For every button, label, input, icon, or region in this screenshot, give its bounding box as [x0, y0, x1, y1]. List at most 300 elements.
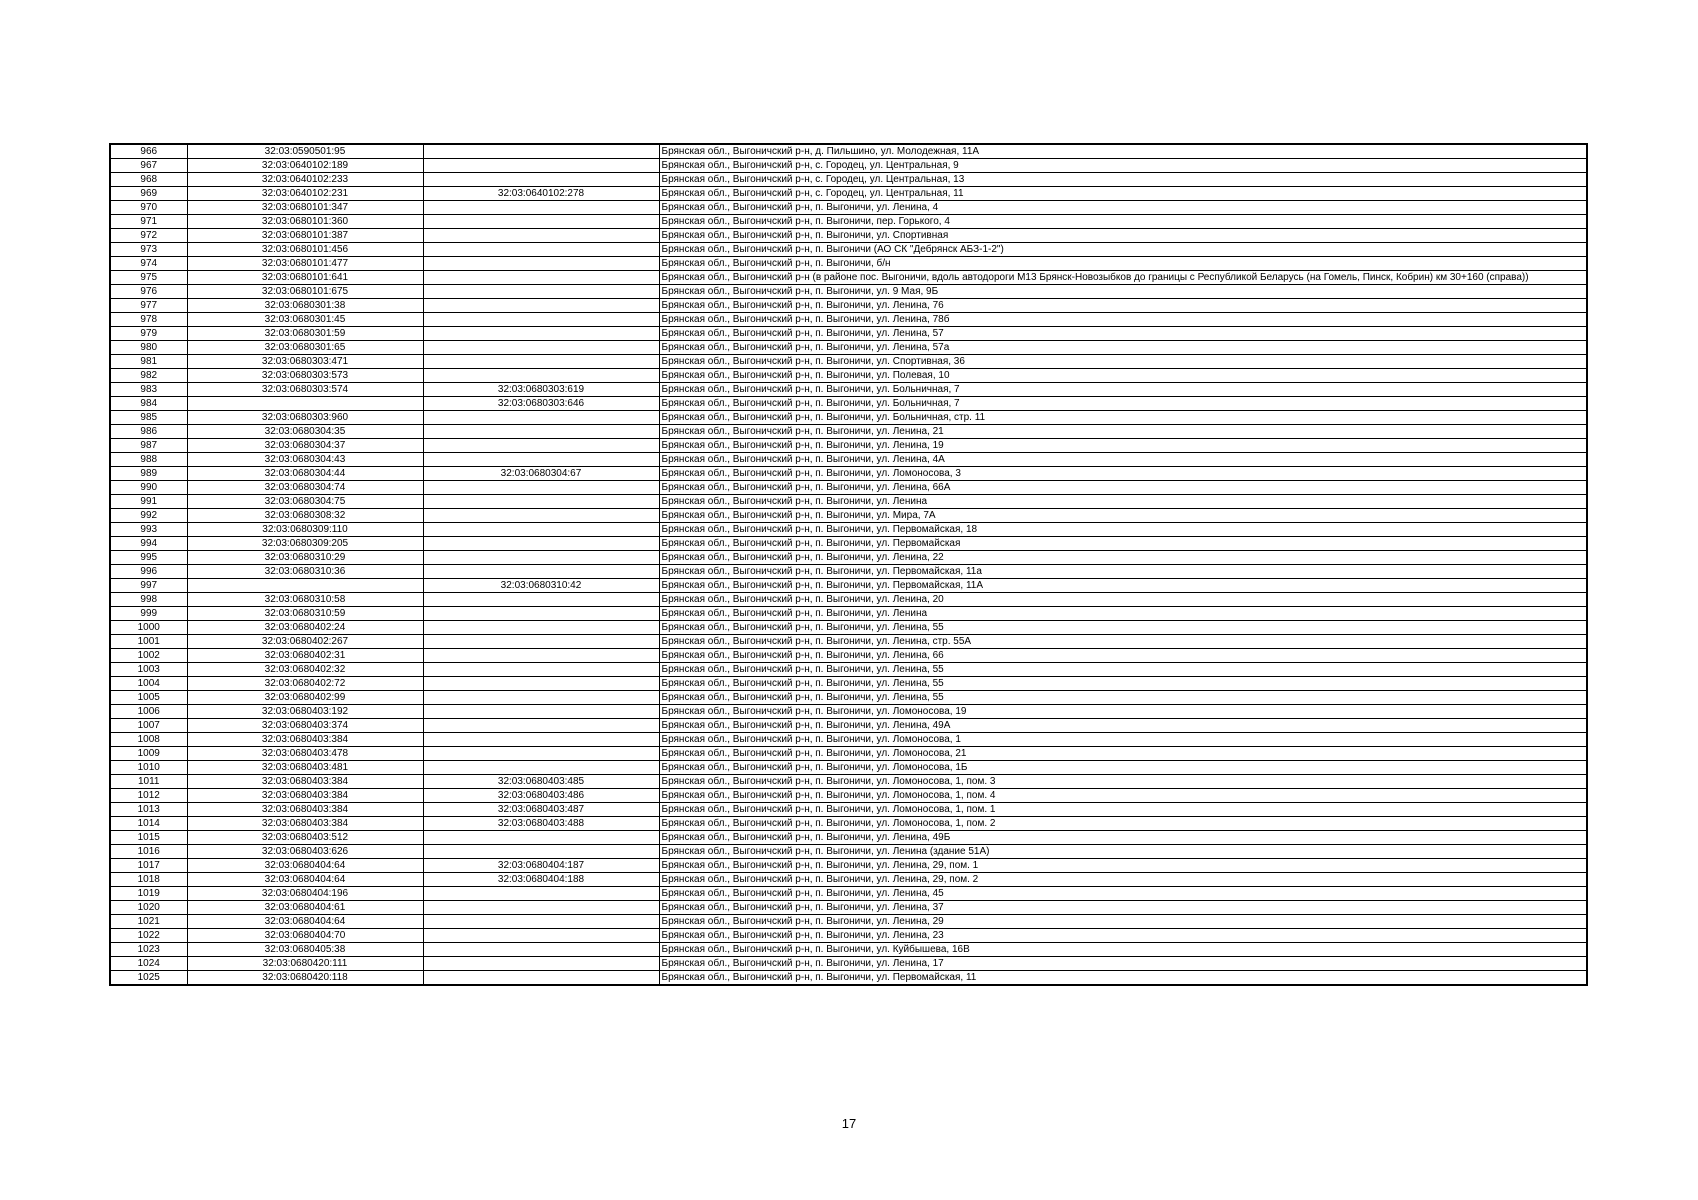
- cadastral-number-cell: 32:03:0680420:118: [187, 971, 423, 986]
- address-cell: Брянская обл., Выгоничский р-н, п. Выгоничи, ул. Ленина, 20: [659, 593, 1587, 607]
- table-row: [110, 859, 1587, 873]
- address-cell: Брянская обл., Выгоничский р-н, п. Выгоничи, ул. Первомайская, 11а: [659, 565, 1587, 579]
- row-number-cell: 979: [110, 327, 187, 341]
- address-cell: Брянская обл., Выгоничский р-н, п. Выгоничи, ул. Больничная, стр. 11: [659, 411, 1587, 425]
- table-row: [110, 187, 1587, 201]
- address-cell: Брянская обл., Выгоничский р-н, п. Выгоничи, ул. Ломоносова, 3: [659, 467, 1587, 481]
- address-cell: Брянская обл., Выгоничский р-н, п. Выгоничи, ул. Ленина, 55: [659, 621, 1587, 635]
- linked-cadastral-number-cell: [423, 957, 659, 971]
- table-row: [110, 411, 1587, 425]
- table-row: [110, 663, 1587, 677]
- address-cell: Брянская обл., Выгоничский р-н, п. Выгоничи, ул. Спортивная, 36: [659, 355, 1587, 369]
- table-row: [110, 341, 1587, 355]
- linked-cadastral-number-cell: 32:03:0680403:487: [423, 803, 659, 817]
- linked-cadastral-number-cell: 32:03:0680404:187: [423, 859, 659, 873]
- address-cell: Брянская обл., Выгоничский р-н, п. Выгоничи, ул. Первомайская, 11А: [659, 579, 1587, 593]
- cadastral-number-cell: 32:03:0680404:64: [187, 859, 423, 873]
- cadastral-number-cell: 32:03:0680303:471: [187, 355, 423, 369]
- cadastral-number-cell: 32:03:0680304:35: [187, 425, 423, 439]
- cadastral-number-cell: 32:03:0680402:31: [187, 649, 423, 663]
- linked-cadastral-number-cell: [423, 719, 659, 733]
- row-number-cell: 1014: [110, 817, 187, 831]
- address-cell: Брянская обл., Выгоничский р-н, п. Выгоничи, ул. Спортивная: [659, 229, 1587, 243]
- table-row: [110, 229, 1587, 243]
- linked-cadastral-number-cell: [423, 215, 659, 229]
- linked-cadastral-number-cell: [423, 285, 659, 299]
- cadastral-number-cell: 32:03:0680303:573: [187, 369, 423, 383]
- linked-cadastral-number-cell: [423, 733, 659, 747]
- address-cell: Брянская обл., Выгоничский р-н, п. Выгоничи, ул. Ленина, 57: [659, 327, 1587, 341]
- linked-cadastral-number-cell: [423, 607, 659, 621]
- row-number-cell: 977: [110, 299, 187, 313]
- cadastral-number-cell: 32:03:0680403:384: [187, 803, 423, 817]
- table-row: [110, 425, 1587, 439]
- linked-cadastral-number-cell: [423, 453, 659, 467]
- linked-cadastral-number-cell: [423, 663, 659, 677]
- table-row: [110, 957, 1587, 971]
- row-number-cell: 998: [110, 593, 187, 607]
- table-row: [110, 243, 1587, 257]
- address-cell: Брянская обл., Выгоничский р-н, п. Выгоничи, ул. Ленина, 78б: [659, 313, 1587, 327]
- table-row: [110, 201, 1587, 215]
- row-number-cell: 970: [110, 201, 187, 215]
- table-row: [110, 383, 1587, 397]
- row-number-cell: 1006: [110, 705, 187, 719]
- cadastral-number-cell: 32:03:0680404:196: [187, 887, 423, 901]
- address-cell: Брянская обл., Выгоничский р-н, п. Выгоничи, ул. Ленина, 55: [659, 677, 1587, 691]
- address-cell: Брянская обл., Выгоничский р-н, п. Выгоничи, ул. Ленина, 57а: [659, 341, 1587, 355]
- table-row: [110, 929, 1587, 943]
- address-cell: Брянская обл., Выгоничский р-н, п. Выгоничи, ул. Ленина, 66: [659, 649, 1587, 663]
- cadastral-number-cell: 32:03:0680304:75: [187, 495, 423, 509]
- cadastral-number-cell: 32:03:0680101:360: [187, 215, 423, 229]
- address-cell: Брянская обл., Выгоничский р-н, п. Выгоничи, ул. Ломоносова, 19: [659, 705, 1587, 719]
- linked-cadastral-number-cell: 32:03:0680304:67: [423, 467, 659, 481]
- row-number-cell: 978: [110, 313, 187, 327]
- linked-cadastral-number-cell: [423, 537, 659, 551]
- row-number-cell: 976: [110, 285, 187, 299]
- linked-cadastral-number-cell: [423, 943, 659, 957]
- address-cell: Брянская обл., Выгоничский р-н, п. Выгоничи, ул. Ленина, 29: [659, 915, 1587, 929]
- cadastral-number-cell: 32:03:0680304:44: [187, 467, 423, 481]
- row-number-cell: 1020: [110, 901, 187, 915]
- table-row: [110, 453, 1587, 467]
- row-number-cell: 1024: [110, 957, 187, 971]
- page-number: 17: [841, 1116, 857, 1131]
- address-cell: Брянская обл., Выгоничский р-н, п. Выгоничи, ул. Ломоносова, 1, пом. 1: [659, 803, 1587, 817]
- row-number-cell: 1010: [110, 761, 187, 775]
- address-cell: Брянская обл., Выгоничский р-н, п. Выгоничи, ул. Ленина, 49А: [659, 719, 1587, 733]
- linked-cadastral-number-cell: [423, 971, 659, 986]
- address-cell: Брянская обл., Выгоничский р-н, п. Выгоничи, ул. Ленина, 4: [659, 201, 1587, 215]
- row-number-cell: 1002: [110, 649, 187, 663]
- linked-cadastral-number-cell: [423, 705, 659, 719]
- table-row: [110, 495, 1587, 509]
- linked-cadastral-number-cell: [423, 341, 659, 355]
- cadastral-number-cell: 32:03:0680304:74: [187, 481, 423, 495]
- table-row: [110, 593, 1587, 607]
- address-cell: Брянская обл., Выгоничский р-н, п. Выгоничи, ул. Куйбышева, 16В: [659, 943, 1587, 957]
- linked-cadastral-number-cell: [423, 887, 659, 901]
- address-cell: Брянская обл., Выгоничский р-н, п. Выгоничи, ул. Ломоносова, 1: [659, 733, 1587, 747]
- row-number-cell: 1022: [110, 929, 187, 943]
- row-number-cell: 1013: [110, 803, 187, 817]
- linked-cadastral-number-cell: [423, 243, 659, 257]
- table-row: [110, 173, 1587, 187]
- cadastral-number-cell: 32:03:0680402:24: [187, 621, 423, 635]
- table-row: [110, 369, 1587, 383]
- table-row: [110, 565, 1587, 579]
- table-row: [110, 523, 1587, 537]
- linked-cadastral-number-cell: [423, 355, 659, 369]
- address-cell: Брянская обл., Выгоничский р-н, п. Выгоничи, ул. Ломоносова, 1, пом. 2: [659, 817, 1587, 831]
- table-row: [110, 747, 1587, 761]
- linked-cadastral-number-cell: [423, 425, 659, 439]
- address-cell: Брянская обл., Выгоничский р-н, п. Выгоничи, б/н: [659, 257, 1587, 271]
- address-cell: Брянская обл., Выгоничский р-н, п. Выгоничи, ул. Первомайская: [659, 537, 1587, 551]
- cadastral-number-cell: 32:03:0680101:347: [187, 201, 423, 215]
- table-row: [110, 733, 1587, 747]
- cadastral-number-cell: 32:03:0680403:384: [187, 775, 423, 789]
- row-number-cell: 975: [110, 271, 187, 285]
- table-row: [110, 649, 1587, 663]
- linked-cadastral-number-cell: [423, 621, 659, 635]
- table-row: [110, 803, 1587, 817]
- table-row: [110, 691, 1587, 705]
- row-number-cell: 981: [110, 355, 187, 369]
- cadastral-number-cell: 32:03:0680402:99: [187, 691, 423, 705]
- linked-cadastral-number-cell: 32:03:0680303:646: [423, 397, 659, 411]
- cadastral-number-cell: 32:03:0680404:61: [187, 901, 423, 915]
- row-number-cell: 966: [110, 144, 187, 159]
- table-row: [110, 943, 1587, 957]
- cadastral-number-cell: 32:03:0680405:38: [187, 943, 423, 957]
- table-row: [110, 509, 1587, 523]
- row-number-cell: 1016: [110, 845, 187, 859]
- cadastral-number-cell: 32:03:0680301:59: [187, 327, 423, 341]
- cadastral-number-cell: 32:03:0590501:95: [187, 144, 423, 159]
- row-number-cell: 993: [110, 523, 187, 537]
- address-cell: Брянская обл., Выгоничский р-н, п. Выгоничи, ул. Ленина, 4А: [659, 453, 1587, 467]
- table-row: [110, 677, 1587, 691]
- row-number-cell: 967: [110, 159, 187, 173]
- row-number-cell: 990: [110, 481, 187, 495]
- address-cell: Брянская обл., Выгоничский р-н, п. Выгоничи, ул. Мира, 7А: [659, 509, 1587, 523]
- linked-cadastral-number-cell: [423, 257, 659, 271]
- table-row: [110, 299, 1587, 313]
- row-number-cell: 983: [110, 383, 187, 397]
- row-number-cell: 984: [110, 397, 187, 411]
- address-cell: Брянская обл., Выгоничский р-н, п. Выгоничи, ул. Ломоносова, 1Б: [659, 761, 1587, 775]
- address-cell: Брянская обл., Выгоничский р-н, п. Выгоничи, ул. Ленина: [659, 607, 1587, 621]
- table-row: [110, 579, 1587, 593]
- cadastral-number-cell: 32:03:0680403:374: [187, 719, 423, 733]
- table-row: [110, 887, 1587, 901]
- linked-cadastral-number-cell: [423, 565, 659, 579]
- linked-cadastral-number-cell: [423, 761, 659, 775]
- table-row: [110, 719, 1587, 733]
- address-cell: Брянская обл., Выгоничский р-н, п. Выгоничи, ул. Ленина, 45: [659, 887, 1587, 901]
- address-cell: Брянская обл., Выгоничский р-н, п. Выгоничи, ул. Ленина, 66А: [659, 481, 1587, 495]
- row-number-cell: 974: [110, 257, 187, 271]
- address-cell: Брянская обл., Выгоничский р-н, п. Выгоничи, ул. Ленина, 37: [659, 901, 1587, 915]
- address-cell: Брянская обл., Выгоничский р-н, п. Выгоничи, ул. Больничная, 7: [659, 383, 1587, 397]
- cadastral-number-cell: 32:03:0680403:512: [187, 831, 423, 845]
- cadastral-number-cell: 32:03:0680403:478: [187, 747, 423, 761]
- linked-cadastral-number-cell: 32:03:0680403:485: [423, 775, 659, 789]
- table-row: [110, 355, 1587, 369]
- row-number-cell: 1004: [110, 677, 187, 691]
- cadastral-number-cell: 32:03:0680403:384: [187, 817, 423, 831]
- linked-cadastral-number-cell: [423, 201, 659, 215]
- cadastral-number-cell: 32:03:0680404:64: [187, 915, 423, 929]
- table-row: [110, 845, 1587, 859]
- row-number-cell: 1005: [110, 691, 187, 705]
- table-row: [110, 915, 1587, 929]
- linked-cadastral-number-cell: [423, 509, 659, 523]
- row-number-cell: 996: [110, 565, 187, 579]
- row-number-cell: 980: [110, 341, 187, 355]
- linked-cadastral-number-cell: [423, 691, 659, 705]
- row-number-cell: 1019: [110, 887, 187, 901]
- table-row: [110, 775, 1587, 789]
- table-row: [110, 901, 1587, 915]
- cadastral-number-cell: 32:03:0680303:574: [187, 383, 423, 397]
- row-number-cell: 1008: [110, 733, 187, 747]
- cadastral-number-cell: 32:03:0680403:384: [187, 789, 423, 803]
- linked-cadastral-number-cell: [423, 593, 659, 607]
- row-number-cell: 1009: [110, 747, 187, 761]
- cadastral-number-cell: 32:03:0680303:960: [187, 411, 423, 425]
- address-cell: Брянская обл., Выгоничский р-н, п. Выгоничи, ул. Ломоносова, 1, пом. 4: [659, 789, 1587, 803]
- row-number-cell: 997: [110, 579, 187, 593]
- linked-cadastral-number-cell: [423, 271, 659, 285]
- address-cell: Брянская обл., Выгоничский р-н, п. Выгоничи, ул. Ленина, 29, пом. 1: [659, 859, 1587, 873]
- linked-cadastral-number-cell: 32:03:0680403:488: [423, 817, 659, 831]
- cadastral-number-cell: 32:03:0680402:32: [187, 663, 423, 677]
- cadastral-number-cell: 32:03:0680420:111: [187, 957, 423, 971]
- row-number-cell: 1001: [110, 635, 187, 649]
- row-number-cell: 988: [110, 453, 187, 467]
- table-row: [110, 313, 1587, 327]
- table-row: [110, 144, 1587, 159]
- cadastral-number-cell: 32:03:0680310:36: [187, 565, 423, 579]
- linked-cadastral-number-cell: [423, 369, 659, 383]
- cadastral-number-cell: 32:03:0680310:58: [187, 593, 423, 607]
- cadastral-number-cell: 32:03:0680304:37: [187, 439, 423, 453]
- row-number-cell: 1021: [110, 915, 187, 929]
- table-row: [110, 481, 1587, 495]
- cadastral-number-cell: 32:03:0640102:233: [187, 173, 423, 187]
- address-cell: Брянская обл., Выгоничский р-н, п. Выгоничи, ул. Ленина, 21: [659, 425, 1587, 439]
- cadastral-number-cell: 32:03:0680101:387: [187, 229, 423, 243]
- row-number-cell: 1017: [110, 859, 187, 873]
- table-row: [110, 761, 1587, 775]
- cadastral-number-cell: 32:03:0640102:189: [187, 159, 423, 173]
- address-cell: Брянская обл., Выгоничский р-н, п. Выгоничи, ул. Ленина, 49Б: [659, 831, 1587, 845]
- table-row: [110, 271, 1587, 285]
- row-number-cell: 1025: [110, 971, 187, 986]
- cadastral-number-cell: 32:03:0680304:43: [187, 453, 423, 467]
- table-row: [110, 397, 1587, 411]
- address-cell: Брянская обл., Выгоничский р-н, п. Выгоничи, ул. Полевая, 10: [659, 369, 1587, 383]
- table-row: [110, 439, 1587, 453]
- table-row: [110, 257, 1587, 271]
- cadastral-number-cell: 32:03:0680403:481: [187, 761, 423, 775]
- row-number-cell: 982: [110, 369, 187, 383]
- linked-cadastral-number-cell: [423, 299, 659, 313]
- linked-cadastral-number-cell: [423, 635, 659, 649]
- table-row: [110, 467, 1587, 481]
- address-cell: Брянская обл., Выгоничский р-н, п. Выгоничи, ул. Ленина, 55: [659, 663, 1587, 677]
- linked-cadastral-number-cell: [423, 159, 659, 173]
- cadastral-number-cell: 32:03:0680404:64: [187, 873, 423, 887]
- registry-table: [109, 143, 1588, 986]
- cadastral-number-cell: 32:03:0680402:72: [187, 677, 423, 691]
- cadastral-number-cell: 32:03:0680101:675: [187, 285, 423, 299]
- row-number-cell: 969: [110, 187, 187, 201]
- address-cell: Брянская обл., Выгоничский р-н, п. Выгоничи, ул. Ленина (здание 51А): [659, 845, 1587, 859]
- row-number-cell: 968: [110, 173, 187, 187]
- row-number-cell: 1023: [110, 943, 187, 957]
- cadastral-number-cell: 32:03:0680402:267: [187, 635, 423, 649]
- linked-cadastral-number-cell: [423, 495, 659, 509]
- address-cell: Брянская обл., Выгоничский р-н, с. Городец, ул. Центральная, 13: [659, 173, 1587, 187]
- address-cell: Брянская обл., Выгоничский р-н, п. Выгоничи, ул. Ломоносова, 1, пом. 3: [659, 775, 1587, 789]
- row-number-cell: 1011: [110, 775, 187, 789]
- table-row: [110, 971, 1587, 986]
- linked-cadastral-number-cell: 32:03:0640102:278: [423, 187, 659, 201]
- address-cell: Брянская обл., Выгоничский р-н, д. Пильшино, ул. Молодежная, 11А: [659, 144, 1587, 159]
- table-row: [110, 285, 1587, 299]
- table-row: [110, 621, 1587, 635]
- linked-cadastral-number-cell: [423, 677, 659, 691]
- address-cell: Брянская обл., Выгоничский р-н, п. Выгоничи, ул. Ленина, 19: [659, 439, 1587, 453]
- address-cell: Брянская обл., Выгоничский р-н, п. Выгоничи, ул. Ленина, 23: [659, 929, 1587, 943]
- cadastral-number-cell: 32:03:0680301:38: [187, 299, 423, 313]
- cadastral-number-cell: 32:03:0680309:205: [187, 537, 423, 551]
- row-number-cell: 1012: [110, 789, 187, 803]
- linked-cadastral-number-cell: 32:03:0680404:188: [423, 873, 659, 887]
- address-cell: Брянская обл., Выгоничский р-н (в районе пос. Выгоничи, вдоль автодороги М13 Брянск-Новозыбков до границы с Республикой Беларусь (на Гомель, Пинск, Кобрин) км 30+160 (справа)): [659, 271, 1587, 285]
- table-row: [110, 607, 1587, 621]
- linked-cadastral-number-cell: 32:03:0680403:486: [423, 789, 659, 803]
- linked-cadastral-number-cell: [423, 649, 659, 663]
- table-row: [110, 831, 1587, 845]
- address-cell: Брянская обл., Выгоничский р-н, п. Выгоничи, ул. 9 Мая, 9Б: [659, 285, 1587, 299]
- cadastral-number-cell: [187, 579, 423, 593]
- address-cell: Брянская обл., Выгоничский р-н, п. Выгоничи, ул. Первомайская, 18: [659, 523, 1587, 537]
- cadastral-number-cell: 32:03:0680101:477: [187, 257, 423, 271]
- address-cell: Брянская обл., Выгоничский р-н, п. Выгоничи, ул. Первомайская, 11: [659, 971, 1587, 986]
- table-row: [110, 705, 1587, 719]
- row-number-cell: 994: [110, 537, 187, 551]
- cadastral-number-cell: 32:03:0680101:641: [187, 271, 423, 285]
- row-number-cell: 1018: [110, 873, 187, 887]
- address-cell: Брянская обл., Выгоничский р-н, п. Выгоничи, пер. Горького, 4: [659, 215, 1587, 229]
- cadastral-number-cell: [187, 397, 423, 411]
- address-cell: Брянская обл., Выгоничский р-н, п. Выгоничи, ул. Ленина, 22: [659, 551, 1587, 565]
- table-row: [110, 789, 1587, 803]
- cadastral-number-cell: 32:03:0680404:70: [187, 929, 423, 943]
- row-number-cell: 986: [110, 425, 187, 439]
- address-cell: Брянская обл., Выгоничский р-н, с. Городец, ул. Центральная, 11: [659, 187, 1587, 201]
- address-cell: Брянская обл., Выгоничский р-н, п. Выгоничи, ул. Ленина, 17: [659, 957, 1587, 971]
- address-cell: Брянская обл., Выгоничский р-н, п. Выгоничи, ул. Больничная, 7: [659, 397, 1587, 411]
- row-number-cell: 999: [110, 607, 187, 621]
- row-number-cell: 1000: [110, 621, 187, 635]
- cadastral-number-cell: 32:03:0680301:45: [187, 313, 423, 327]
- cadastral-number-cell: 32:03:0680403:384: [187, 733, 423, 747]
- linked-cadastral-number-cell: [423, 523, 659, 537]
- linked-cadastral-number-cell: [423, 144, 659, 159]
- address-cell: Брянская обл., Выгоничский р-н, п. Выгоничи, ул. Ломоносова, 21: [659, 747, 1587, 761]
- row-number-cell: 995: [110, 551, 187, 565]
- linked-cadastral-number-cell: 32:03:0680303:619: [423, 383, 659, 397]
- linked-cadastral-number-cell: [423, 929, 659, 943]
- address-cell: Брянская обл., Выгоничский р-н, п. Выгоничи, ул. Ленина, 76: [659, 299, 1587, 313]
- table-row: [110, 215, 1587, 229]
- address-cell: Брянская обл., Выгоничский р-н, п. Выгоничи (АО СК "Дебрянск АБЗ-1-2"): [659, 243, 1587, 257]
- linked-cadastral-number-cell: [423, 439, 659, 453]
- row-number-cell: 1003: [110, 663, 187, 677]
- table-row: [110, 635, 1587, 649]
- row-number-cell: 991: [110, 495, 187, 509]
- linked-cadastral-number-cell: [423, 831, 659, 845]
- row-number-cell: 1007: [110, 719, 187, 733]
- row-number-cell: 989: [110, 467, 187, 481]
- row-number-cell: 971: [110, 215, 187, 229]
- linked-cadastral-number-cell: [423, 915, 659, 929]
- cadastral-number-cell: 32:03:0680101:456: [187, 243, 423, 257]
- row-number-cell: 973: [110, 243, 187, 257]
- table-row: [110, 327, 1587, 341]
- linked-cadastral-number-cell: [423, 229, 659, 243]
- registry-table-body: [110, 144, 1587, 985]
- table-row: [110, 159, 1587, 173]
- linked-cadastral-number-cell: [423, 481, 659, 495]
- cadastral-number-cell: 32:03:0680403:626: [187, 845, 423, 859]
- linked-cadastral-number-cell: [423, 411, 659, 425]
- address-cell: Брянская обл., Выгоничский р-н, п. Выгоничи, ул. Ленина, стр. 55А: [659, 635, 1587, 649]
- cadastral-number-cell: 32:03:0680301:65: [187, 341, 423, 355]
- row-number-cell: 992: [110, 509, 187, 523]
- row-number-cell: 987: [110, 439, 187, 453]
- row-number-cell: 985: [110, 411, 187, 425]
- table-row: [110, 537, 1587, 551]
- linked-cadastral-number-cell: [423, 901, 659, 915]
- address-cell: Брянская обл., Выгоничский р-н, п. Выгоничи, ул. Ленина, 55: [659, 691, 1587, 705]
- row-number-cell: 1015: [110, 831, 187, 845]
- cadastral-number-cell: 32:03:0680310:59: [187, 607, 423, 621]
- row-number-cell: 972: [110, 229, 187, 243]
- cadastral-number-cell: 32:03:0640102:231: [187, 187, 423, 201]
- linked-cadastral-number-cell: [423, 313, 659, 327]
- linked-cadastral-number-cell: [423, 845, 659, 859]
- cadastral-number-cell: 32:03:0680310:29: [187, 551, 423, 565]
- cadastral-number-cell: 32:03:0680309:110: [187, 523, 423, 537]
- linked-cadastral-number-cell: [423, 327, 659, 341]
- address-cell: Брянская обл., Выгоничский р-н, п. Выгоничи, ул. Ленина: [659, 495, 1587, 509]
- table-row: [110, 551, 1587, 565]
- table-row: [110, 873, 1587, 887]
- address-cell: Брянская обл., Выгоничский р-н, с. Городец, ул. Центральная, 9: [659, 159, 1587, 173]
- linked-cadastral-number-cell: [423, 747, 659, 761]
- cadastral-number-cell: 32:03:0680403:192: [187, 705, 423, 719]
- linked-cadastral-number-cell: [423, 551, 659, 565]
- linked-cadastral-number-cell: [423, 173, 659, 187]
- linked-cadastral-number-cell: 32:03:0680310:42: [423, 579, 659, 593]
